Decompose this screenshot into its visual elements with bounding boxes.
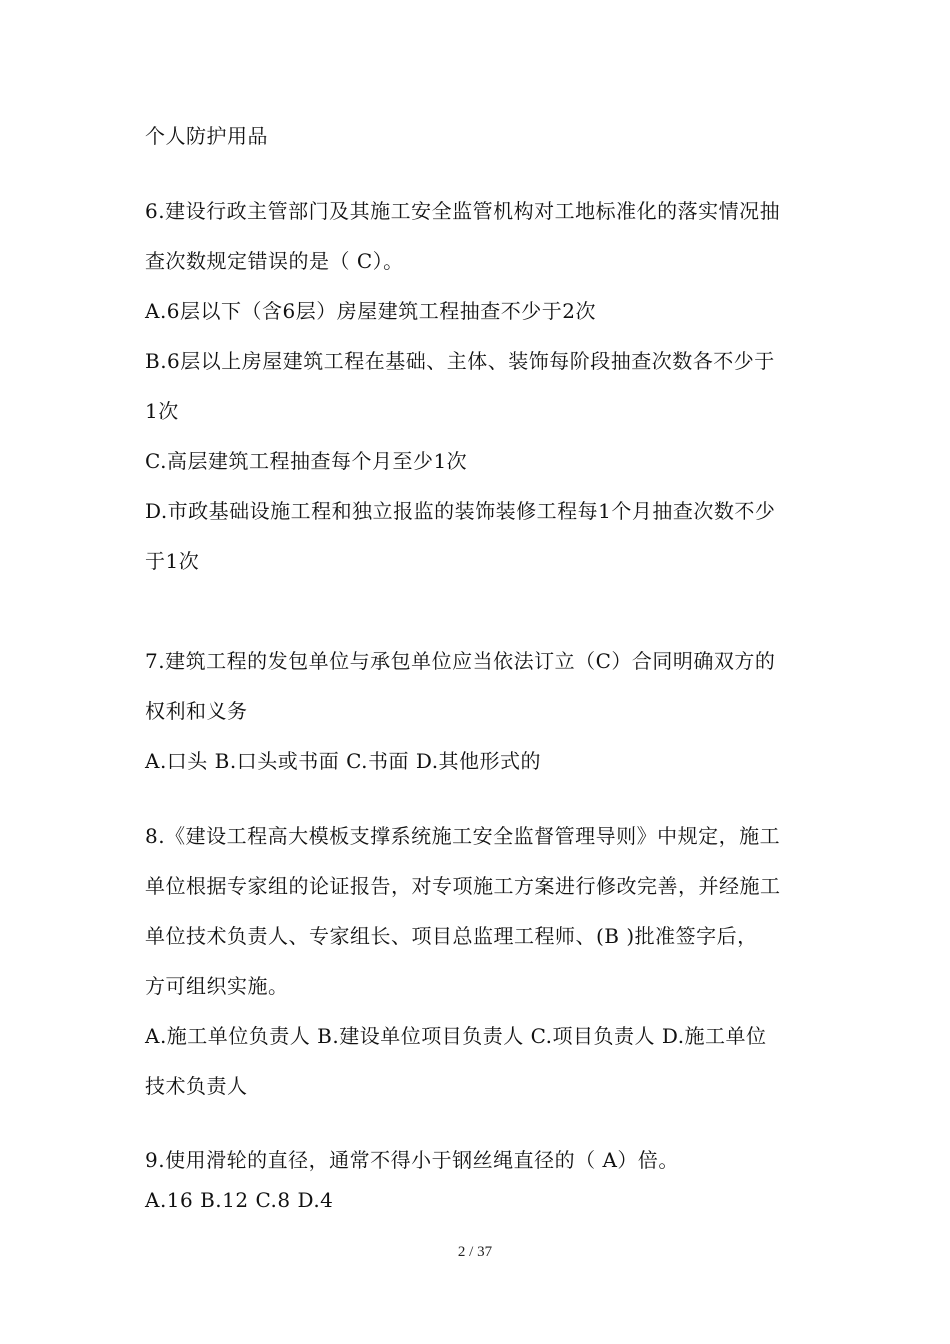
question-8-options-2: 技术负责人 <box>145 1074 248 1098</box>
question-7-stem-1: 7.建筑工程的发包单位与承包单位应当依法订立（C）合同明确双方的 <box>145 649 776 673</box>
question-8-stem-3: 单位技术负责人、专家组长、项目总监理工程师、(B )批准签字后， <box>145 924 758 948</box>
question-7-stem-2: 权利和义务 <box>145 699 248 723</box>
question-6-option-b-2: 1次 <box>145 399 179 423</box>
question-8-stem-4: 方可组织实施。 <box>145 974 289 998</box>
question-8-stem-1: 8.《建设工程高大模板支撑系统施工安全监督管理导则》中规定，施工 <box>145 824 781 848</box>
question-6-option-d-2: 于1次 <box>145 549 200 573</box>
question-6-option-b-1: B.6层以上房屋建筑工程在基础、主体、装饰每阶段抽查次数各不少于 <box>145 349 775 373</box>
question-6-stem-2: 查次数规定错误的是（ C）。 <box>145 249 404 273</box>
text-line-ppe: 个人防护用品 <box>145 124 268 148</box>
page-number: 2 / 37 <box>457 1244 493 1260</box>
question-6-option-a: A.6层以下（含6层）房屋建筑工程抽查不少于2次 <box>145 299 596 323</box>
question-7-options: A.口头 B.口头或书面 C.书面 D.其他形式的 <box>145 749 542 773</box>
question-6-option-d-1: D.市政基础设施工程和独立报监的装饰装修工程每1个月抽查次数不少 <box>145 499 776 523</box>
question-9-stem: 9.使用滑轮的直径，通常不得小于钢丝绳直径的（ A）倍。 <box>145 1148 679 1172</box>
question-6-stem-1: 6.建设行政主管部门及其施工安全监管机构对工地标准化的落实情况抽 <box>145 199 781 223</box>
question-8-options-1: A.施工单位负责人 B.建设单位项目负责人 C.项目负责人 D.施工单位 <box>145 1024 767 1048</box>
question-9-options: A.16 B.12 C.8 D.4 <box>145 1188 334 1212</box>
question-8-stem-2: 单位根据专家组的论证报告，对专项施工方案进行修改完善，并经施工 <box>145 874 781 898</box>
question-6-option-c: C.高层建筑工程抽查每个月至少1次 <box>145 449 468 473</box>
